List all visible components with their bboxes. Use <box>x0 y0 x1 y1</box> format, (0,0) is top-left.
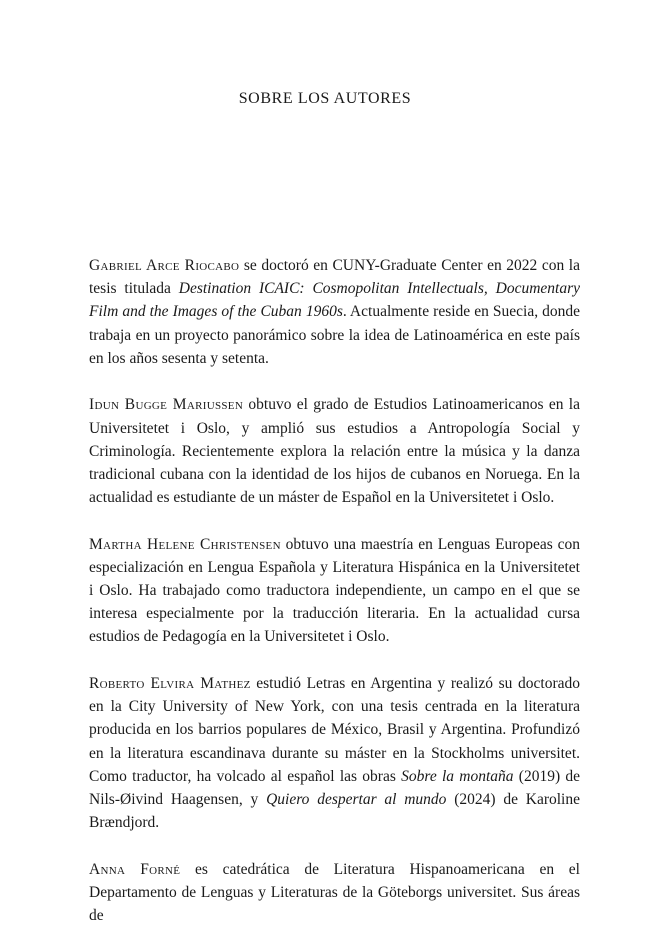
bio-text: obtuvo una maestría en Lenguas Europeas con especialización en Lengua Española y Literatura Hispánica en la Universitetet i Oslo. Ha trabajado como traductora independiente, un campo en el que se interesa especialmente por la traducción literaria. En la actualidad cursa estudios de Pedagogía en la Universitetet i Oslo. <box>89 535 580 646</box>
book-title: Sobre la montaña <box>401 767 514 785</box>
bio-martha-helene-christensen <box>89 533 580 649</box>
bio-roberto-elvira-mathez <box>89 672 580 834</box>
bio-text: se doctoró en CUNY-Graduate Center en 2022 con la tesis titulada <box>89 257 580 298</box>
author-name: Gabriel Arce Riocabo <box>89 257 240 274</box>
bio-text: obtuvo el grado de Estudios Latinoamericanos en la Universitetet i Oslo, y amplió sus estudios a Antropología Social y Criminología. Recientemente explora la relación entre la música y la danza tradicional cubana con la identidad de los hijos de cubanos en Noruega. En la actualidad es estudiante de un máster de Español en la Universitetet i Oslo. <box>89 396 580 507</box>
bio-text: . Actualmente reside en Suecia, donde trabaja en un proyecto panorámico sobre la idea de Latinoamérica en este país en los años sesenta y setenta. <box>89 303 580 367</box>
bio-text: (2024) de Karoline Brændjord. <box>89 790 580 832</box>
author-name: Anna Forné <box>89 860 181 878</box>
page-title: SOBRE LOS AUTORES <box>238 90 412 107</box>
bio-anna-forne <box>89 858 580 928</box>
author-name: Martha Helene Christensen <box>89 535 281 553</box>
bio-text: es catedrática de Literatura Hispanoamericana en el Departamento de Lenguas y Literaturas de la Göteborgs universitet. Sus áreas de <box>89 860 580 925</box>
author-bios <box>89 254 580 951</box>
bio-gabriel-arce-riocabo <box>89 254 580 370</box>
author-name: Idun Bugge Mariussen <box>89 396 244 414</box>
book-title: Quiero despertar al mundo <box>266 790 447 808</box>
author-name: Roberto Elvira Mathez <box>89 674 251 692</box>
bio-text: (2019) de Nils-Øivind Haagensen, y <box>89 767 581 808</box>
bio-idun-bugge-mariussen <box>89 393 580 509</box>
bio-text: estudió Letras en Argentina y realizó su doctorado en la City University of New York, con una tesis centrada en la literatura producida en los barrios populares de México, Brasil y Argentina. Profundizó en la literatura escandinava durante su máster en la Stockholms universitet. Como traductor, ha volcado al español las obras <box>89 674 580 785</box>
book-title: Destination ICAIC: Cosmopolitan Intellectuals, Documentary Film and the Images of the Cuban 1960s <box>89 280 580 321</box>
